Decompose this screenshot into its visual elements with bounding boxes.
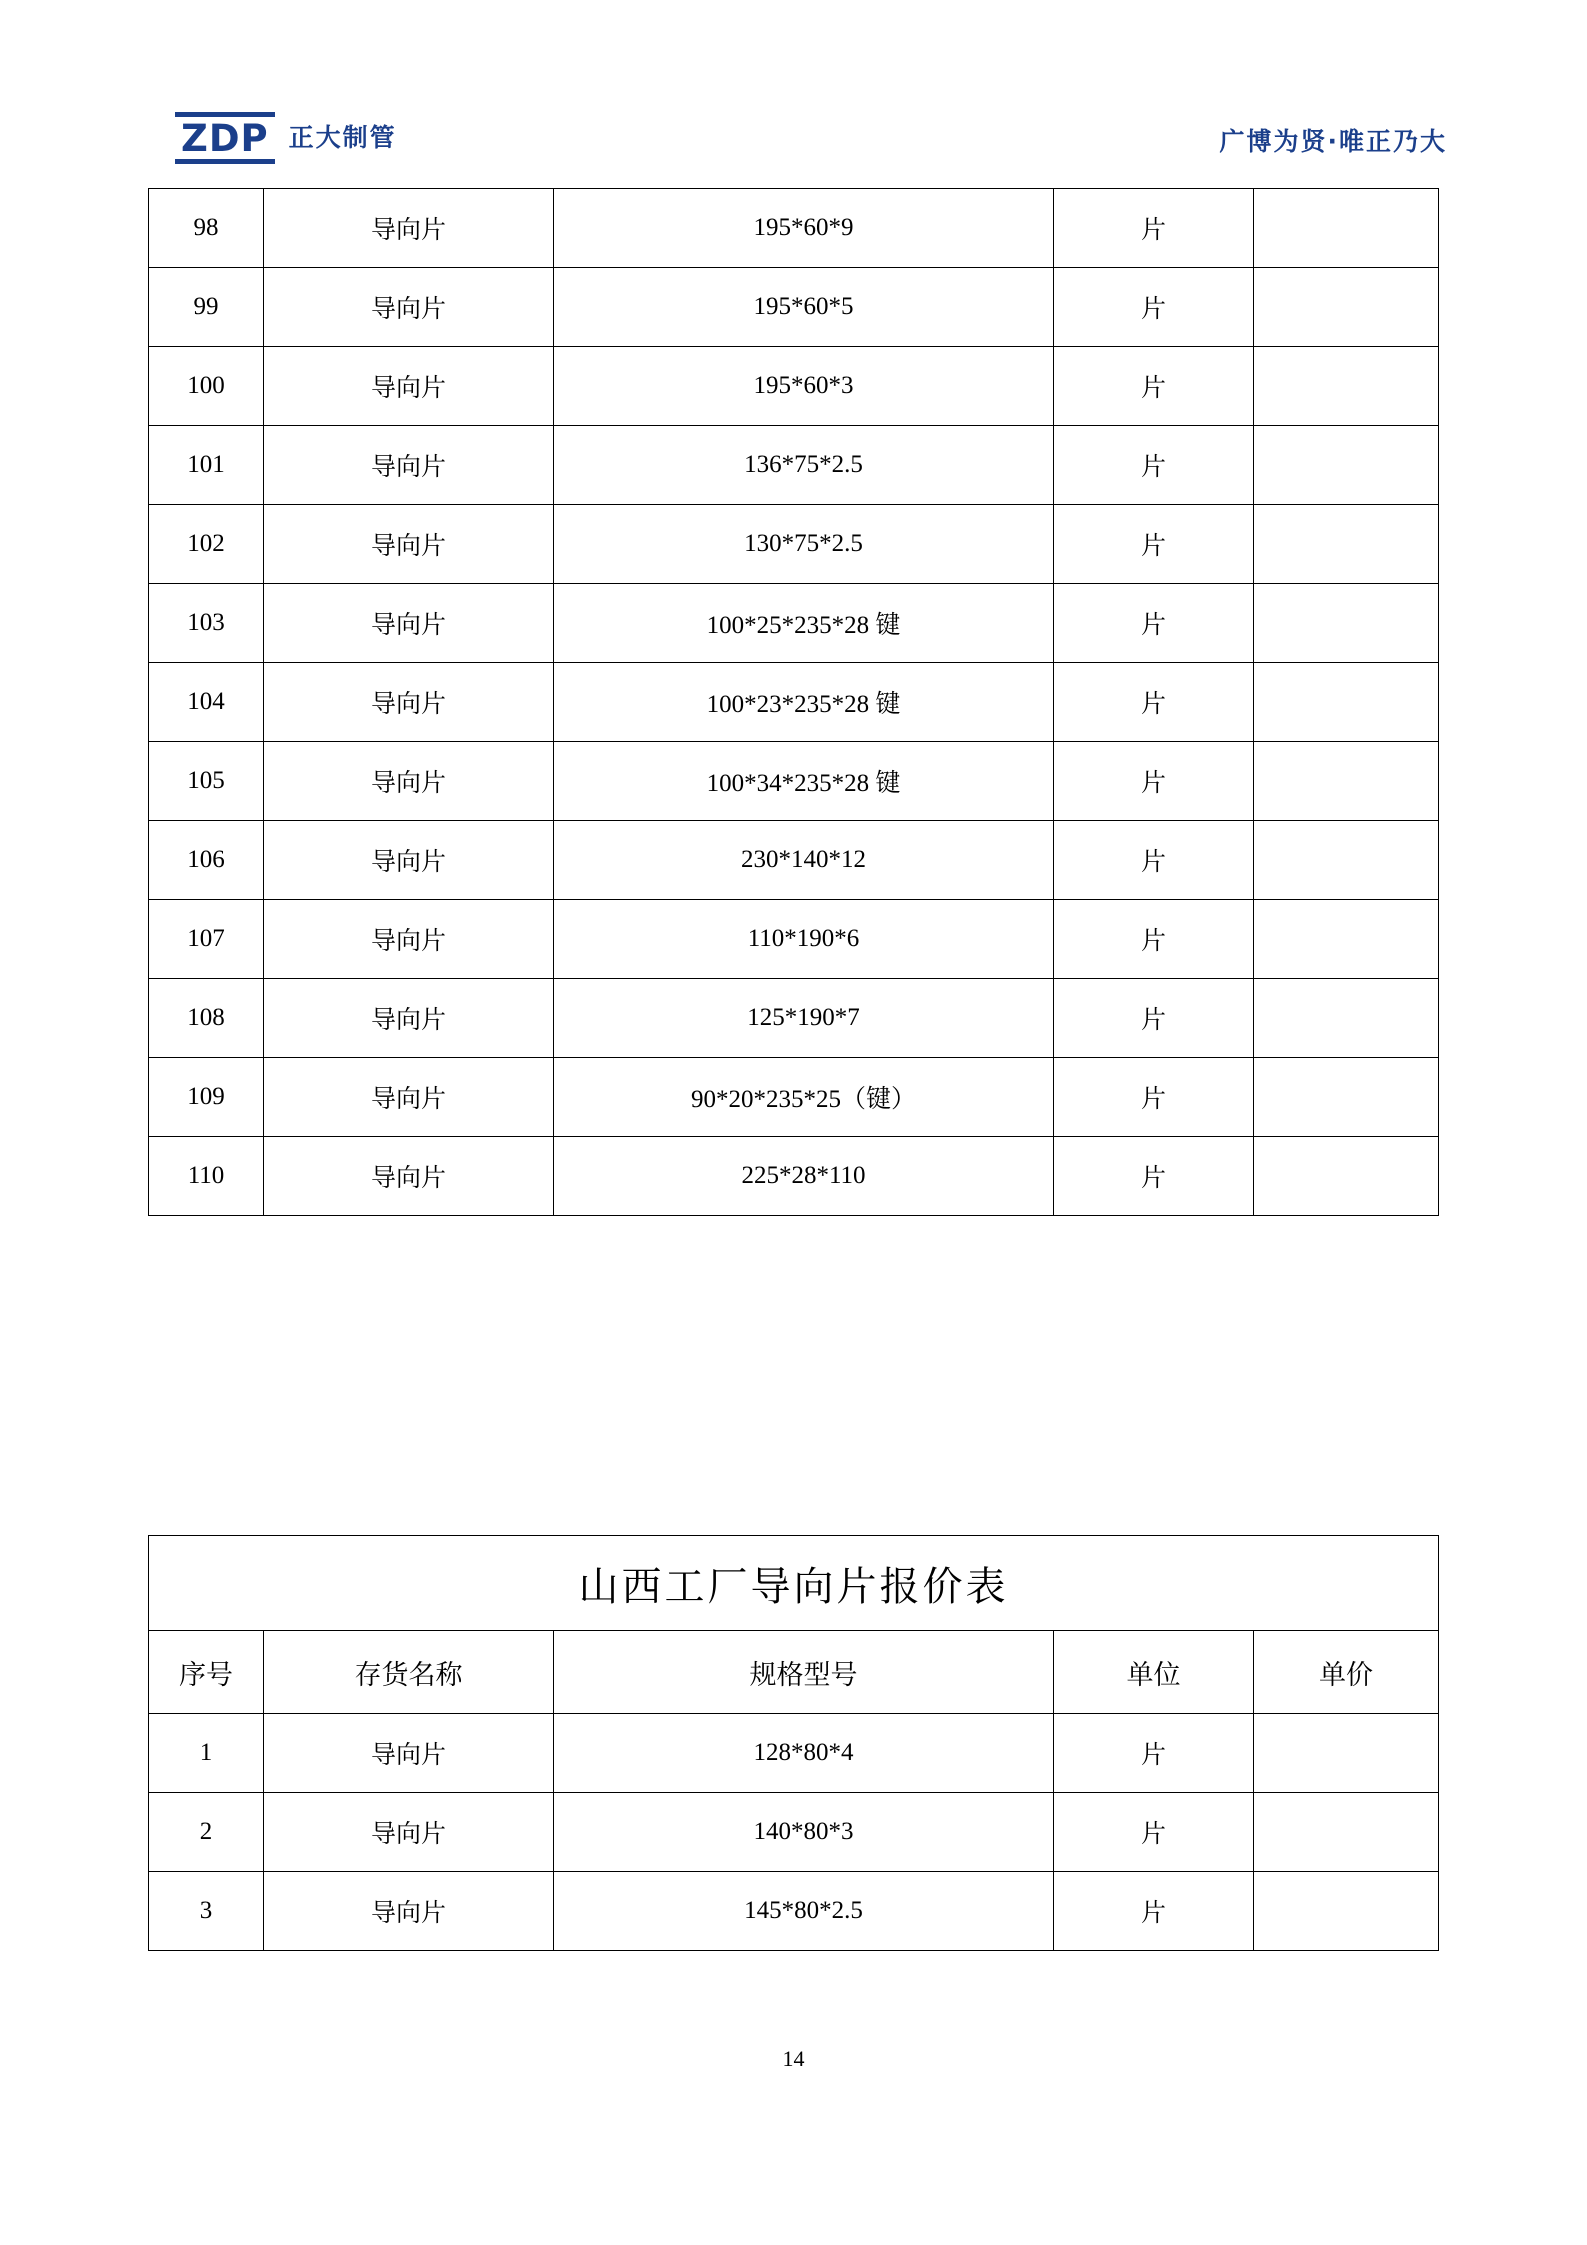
table-row — [149, 505, 1439, 584]
cell-spec: 125*190*7 — [554, 979, 1054, 1058]
cell-price — [1254, 979, 1439, 1058]
cell-unit: 片 — [1054, 1872, 1254, 1951]
table-row — [149, 426, 1439, 505]
cell-price — [1254, 1714, 1439, 1793]
cell-price — [1254, 663, 1439, 742]
shanxi-quotation-table — [148, 1535, 1439, 1951]
cell-spec: 195*60*3 — [554, 347, 1054, 426]
cell-spec: 230*140*12 — [554, 821, 1054, 900]
cell-unit: 片 — [1054, 821, 1254, 900]
cell-no: 104 — [149, 663, 264, 742]
table-row — [149, 663, 1439, 742]
company-slogan: 广博为贤·唯正乃大 — [1219, 127, 1447, 156]
table-row — [149, 1793, 1439, 1872]
cell-unit: 片 — [1054, 189, 1254, 268]
table-row — [149, 742, 1439, 821]
cell-no: 102 — [149, 505, 264, 584]
column-header-name: 存货名称 — [264, 1631, 554, 1714]
table-row — [149, 979, 1439, 1058]
cell-name: 导向片 — [264, 189, 554, 268]
table-row — [149, 1872, 1439, 1951]
column-header-no: 序号 — [149, 1631, 264, 1714]
cell-spec: 136*75*2.5 — [554, 426, 1054, 505]
cell-spec: 128*80*4 — [554, 1714, 1054, 1793]
cell-name: 导向片 — [264, 979, 554, 1058]
cell-name: 导向片 — [264, 663, 554, 742]
page-number: 14 — [782, 2046, 805, 2071]
cell-price — [1254, 584, 1439, 663]
cell-price — [1254, 900, 1439, 979]
cell-unit: 片 — [1054, 1058, 1254, 1137]
cell-name: 导向片 — [264, 1058, 554, 1137]
quotation-table-continued — [148, 188, 1439, 1216]
cell-spec: 90*20*235*25（键） — [554, 1058, 1054, 1137]
cell-unit: 片 — [1054, 900, 1254, 979]
table-row — [149, 268, 1439, 347]
cell-spec: 195*60*9 — [554, 189, 1054, 268]
cell-name: 导向片 — [264, 1137, 554, 1216]
cell-price — [1254, 189, 1439, 268]
column-header-spec: 规格型号 — [554, 1631, 1054, 1714]
table-row — [149, 189, 1439, 268]
table-row — [149, 584, 1439, 663]
cell-no: 98 — [149, 189, 264, 268]
cell-spec: 145*80*2.5 — [554, 1872, 1054, 1951]
cell-name: 导向片 — [264, 1714, 554, 1793]
cell-name: 导向片 — [264, 821, 554, 900]
cell-unit: 片 — [1054, 505, 1254, 584]
cell-no: 3 — [149, 1872, 264, 1951]
cell-no: 105 — [149, 742, 264, 821]
cell-price — [1254, 347, 1439, 426]
cell-name: 导向片 — [264, 900, 554, 979]
cell-spec: 225*28*110 — [554, 1137, 1054, 1216]
table-row — [149, 1714, 1439, 1793]
table-row — [149, 900, 1439, 979]
table-row — [149, 1137, 1439, 1216]
cell-price — [1254, 505, 1439, 584]
cell-price — [1254, 1137, 1439, 1216]
cell-no: 1 — [149, 1714, 264, 1793]
cell-unit: 片 — [1054, 1714, 1254, 1793]
page-header — [175, 112, 1447, 172]
table-title-row — [149, 1536, 1439, 1631]
cell-no: 101 — [149, 426, 264, 505]
cell-spec: 195*60*5 — [554, 268, 1054, 347]
cell-spec: 100*25*235*28 键 — [554, 584, 1054, 663]
logo-mark: ZDP — [175, 112, 275, 164]
cell-price — [1254, 1872, 1439, 1951]
cell-no: 103 — [149, 584, 264, 663]
cell-unit: 片 — [1054, 742, 1254, 821]
cell-name: 导向片 — [264, 268, 554, 347]
table-row — [149, 821, 1439, 900]
cell-name: 导向片 — [264, 1793, 554, 1872]
cell-name: 导向片 — [264, 584, 554, 663]
cell-spec: 110*190*6 — [554, 900, 1054, 979]
cell-no: 106 — [149, 821, 264, 900]
cell-unit: 片 — [1054, 1137, 1254, 1216]
cell-spec: 140*80*3 — [554, 1793, 1054, 1872]
cell-no: 100 — [149, 347, 264, 426]
cell-no: 99 — [149, 268, 264, 347]
table-row — [149, 347, 1439, 426]
cell-name: 导向片 — [264, 505, 554, 584]
column-header-price: 单价 — [1254, 1631, 1439, 1714]
cell-price — [1254, 268, 1439, 347]
logo-text: 正大制管 — [288, 123, 397, 152]
cell-unit: 片 — [1054, 1793, 1254, 1872]
company-logo — [175, 112, 397, 164]
cell-name: 导向片 — [264, 347, 554, 426]
cell-price — [1254, 821, 1439, 900]
table-header-row — [149, 1631, 1439, 1714]
table-row — [149, 1058, 1439, 1137]
cell-no: 2 — [149, 1793, 264, 1872]
cell-name: 导向片 — [264, 742, 554, 821]
column-header-unit: 单位 — [1054, 1631, 1254, 1714]
cell-price — [1254, 426, 1439, 505]
cell-unit: 片 — [1054, 426, 1254, 505]
cell-unit: 片 — [1054, 268, 1254, 347]
cell-no: 107 — [149, 900, 264, 979]
cell-name: 导向片 — [264, 1872, 554, 1951]
cell-unit: 片 — [1054, 979, 1254, 1058]
cell-unit: 片 — [1054, 584, 1254, 663]
cell-no: 109 — [149, 1058, 264, 1137]
cell-spec: 100*34*235*28 键 — [554, 742, 1054, 821]
cell-name: 导向片 — [264, 426, 554, 505]
cell-spec: 130*75*2.5 — [554, 505, 1054, 584]
cell-spec: 100*23*235*28 键 — [554, 663, 1054, 742]
cell-price — [1254, 1793, 1439, 1872]
cell-price — [1254, 742, 1439, 821]
cell-unit: 片 — [1054, 663, 1254, 742]
cell-unit: 片 — [1054, 347, 1254, 426]
cell-price — [1254, 1058, 1439, 1137]
table-title: 山西工厂导向片报价表 — [149, 1536, 1439, 1631]
cell-no: 108 — [149, 979, 264, 1058]
cell-no: 110 — [149, 1137, 264, 1216]
